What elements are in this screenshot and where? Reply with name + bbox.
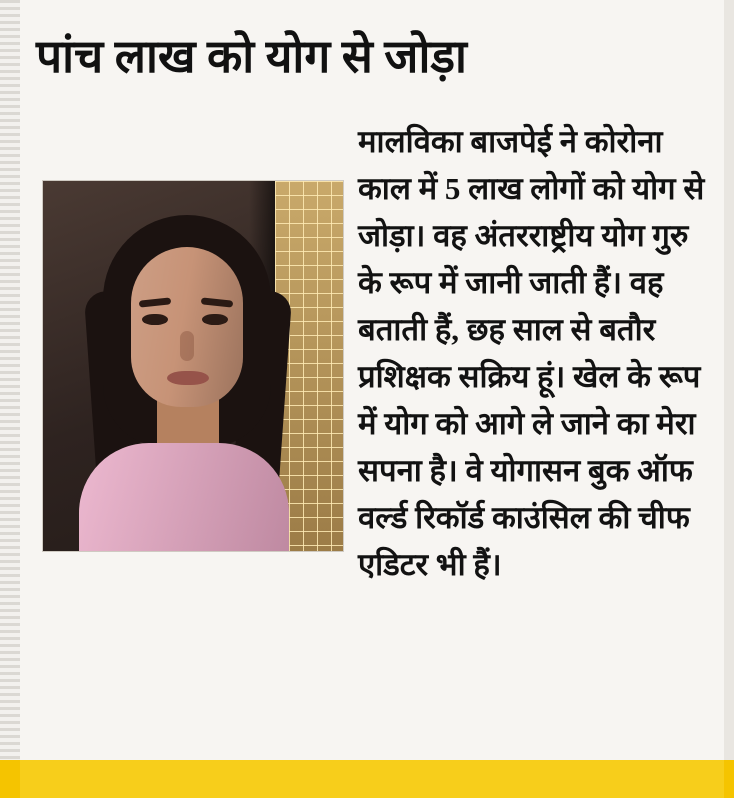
article-paragraph: मालविका बाजपेई ने कोरोना काल में 5 लाख लोगों को योग से जोड़ा। वह अंतरराष्ट्रीय योग गुरु के रूप में जानी जाती हैं। वह बताती हैं, छह साल से बतौर प्रशिक्षक सक्रिय हूं। खेल के रूप में योग को आगे ले जाने का मेरा सपना है। वे योगासन बुक ऑफ वर्ल्ड रिकॉर्ड काउंसिल की चीफ एडिटर भी हैं।	[358, 124, 705, 582]
photo-lips	[167, 371, 209, 385]
photo-eye-right	[202, 314, 228, 325]
photo-nose	[180, 331, 194, 361]
photo-eye-left	[142, 314, 168, 325]
article-photo	[42, 180, 344, 552]
page-title: पांच लाख को योग से जोड़ा	[36, 31, 467, 82]
scan-right-edge	[724, 0, 734, 798]
photo-shirt-shading	[79, 443, 289, 552]
article-paper	[20, 0, 724, 760]
scan-left-edge	[0, 0, 20, 798]
bottom-accent-bar-inner	[20, 760, 724, 798]
